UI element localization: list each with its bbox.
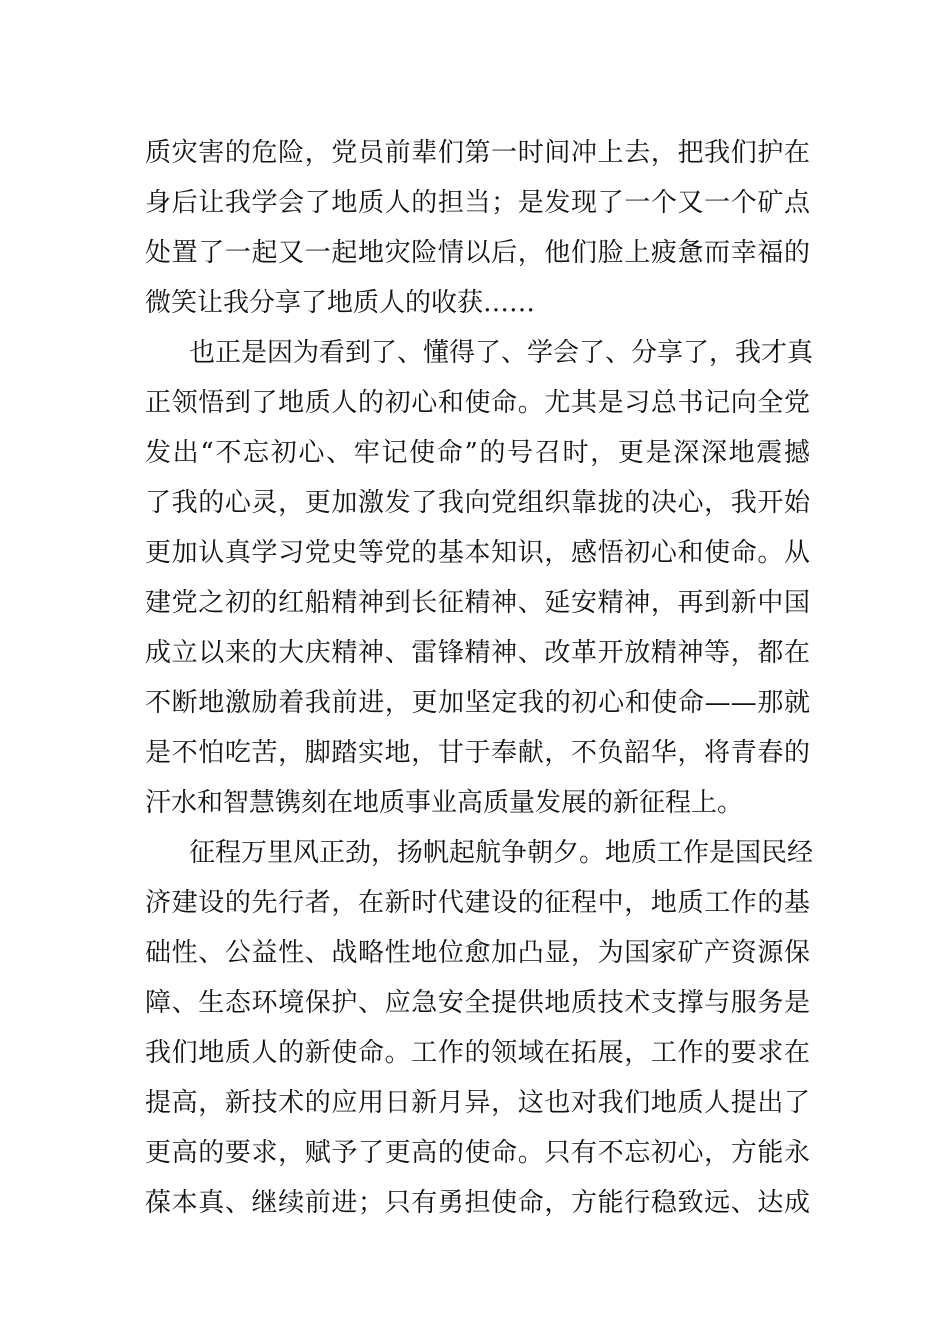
text-line: 济建设的先行者，在新时代建设的征程中，地质工作的基 [145, 888, 810, 918]
text-line: 质灾害的危险，党员前辈们第一时间冲上去，把我们护在 [145, 138, 810, 168]
body-text [145, 128, 814, 1228]
text-line: 处置了一起又一起地灾险情以后，他们脸上疲惫而幸福的 [145, 238, 810, 268]
text-line: 正领悟到了地质人的初心和使命。尤其是习总书记向全党 [145, 388, 810, 418]
paragraph-first-line: 征程万里风正劲，扬帆起航争朝夕。地质工作是国民经 [189, 838, 814, 868]
text-line: 发出“不忘初心、牢记使命”的号召时，更是深深地震撼 [145, 438, 810, 468]
text-line: 提高，新技术的应用日新月异，这也对我们地质人提出了 [145, 1088, 810, 1118]
text-line: 不断地激励着我前进，更加坚定我的初心和使命——那就 [145, 688, 810, 718]
text-line: 础性、公益性、战略性地位愈加凸显，为国家矿产资源保 [145, 938, 810, 968]
text-line: 成立以来的大庆精神、雷锋精神、改革开放精神等，都在 [145, 638, 810, 668]
text-line: 了我的心灵，更加激发了我向党组织靠拢的决心，我开始 [145, 488, 810, 518]
text-line: 建党之初的红船精神到长征精神、延安精神，再到新中国 [145, 588, 810, 618]
text-line: 微笑让我分享了地质人的收获…… [145, 288, 536, 318]
text-line: 身后让我学会了地质人的担当；是发现了一个又一个矿点 [145, 188, 810, 218]
text-line: 葆本真、继续前进；只有勇担使命，方能行稳致远、达成 [145, 1188, 810, 1218]
text-line: 更高的要求，赋予了更高的使命。只有不忘初心，方能永 [145, 1138, 810, 1168]
text-line: 是不怕吃苦，脚踏实地，甘于奉献，不负韶华，将青春的 [145, 738, 810, 768]
text-line: 我们地质人的新使命。工作的领域在拓展，工作的要求在 [145, 1038, 810, 1068]
paragraph-first-line: 也正是因为看到了、懂得了、学会了、分享了，我才真 [189, 338, 814, 368]
text-line: 障、生态环境保护、应急安全提供地质技术支撑与服务是 [145, 988, 810, 1018]
text-line: 汗水和智慧镌刻在地质事业高质量发展的新征程上。 [145, 788, 744, 818]
text-line: 更加认真学习党史等党的基本知识，感悟初心和使命。从 [145, 538, 810, 568]
